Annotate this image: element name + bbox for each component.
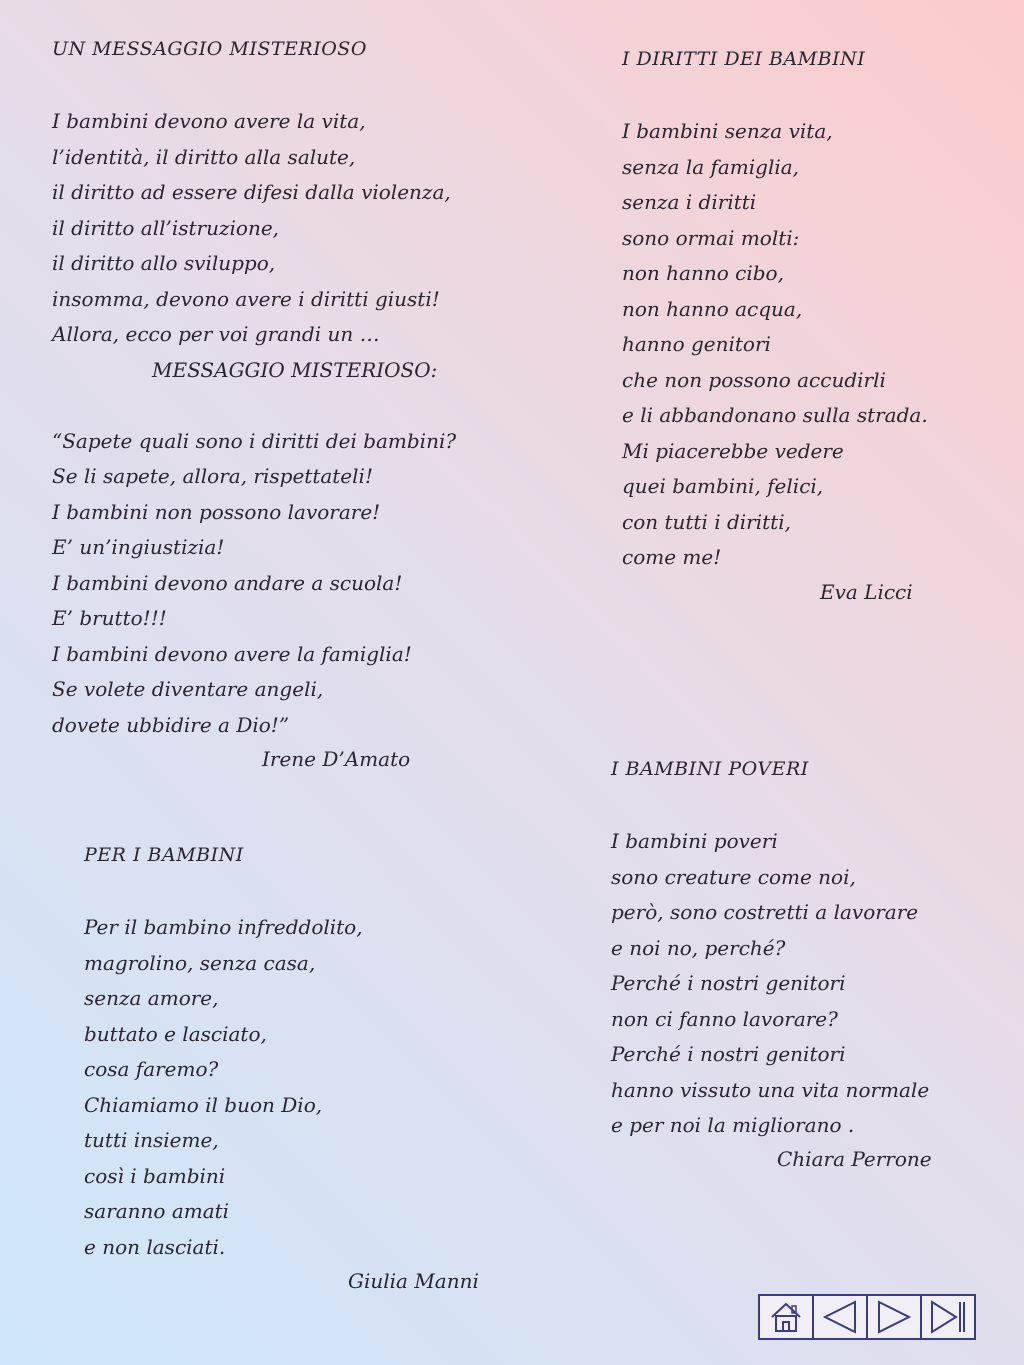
poem-line: e per noi la migliorano . — [611, 1113, 855, 1137]
poem-line: insomma, devono avere i diritti giusti! — [52, 286, 440, 311]
poem-line: che non possono accudirli — [622, 367, 886, 392]
last-page-icon — [929, 1299, 967, 1335]
poem-line: hanno genitori — [622, 332, 771, 356]
poem-lines — [84, 910, 363, 1265]
poem-line: così i bambini — [84, 1163, 226, 1188]
poem-line: Perché i nostri genitori — [611, 1042, 846, 1066]
previous-icon — [821, 1299, 859, 1335]
poem-line: I bambini non possono lavorare! — [52, 499, 381, 524]
poem-line: E’ brutto!!! — [52, 606, 167, 630]
home-icon — [768, 1300, 804, 1334]
poem-line: I bambini senza vita, — [622, 119, 833, 143]
poem-line: Chiamiamo il buon Dio, — [84, 1092, 323, 1117]
poem-line: il diritto ad essere difesi dalla violenza, — [52, 180, 451, 204]
poem-line: I bambini devono avere la famiglia! — [52, 641, 412, 666]
poem-lines — [611, 824, 929, 1144]
poem-line: Perché i nostri genitori — [611, 971, 846, 995]
poem-line: E’ un’ingiustizia! — [52, 535, 225, 559]
poem-line: I bambini devono andare a scuola! — [52, 570, 403, 595]
poem-line — [52, 388, 456, 424]
poem-title: UN MESSAGGIO MISTERIOSO — [52, 38, 367, 60]
poem-line: “Sapete quali sono i diritti dei bambini? — [52, 428, 457, 453]
previous-button[interactable] — [812, 1294, 868, 1340]
poem-line: cosa faremo? — [84, 1057, 219, 1081]
poem-line: come me! — [622, 545, 722, 569]
navigation-bar — [758, 1294, 976, 1340]
poem-line: non ci fanno lavorare? — [611, 1006, 838, 1031]
poem-line: e noi no, perché? — [611, 935, 786, 960]
poem-line: buttato e lasciato, — [84, 1021, 267, 1046]
poem-i-bambini-poveri — [611, 754, 932, 1171]
poem-line: Mi piacerebbe vedere — [622, 438, 844, 463]
poem-line: il diritto allo sviluppo, — [52, 251, 276, 275]
poem-line: il diritto all’istruzione, — [52, 215, 280, 240]
poem-line: e non lasciati. — [84, 1234, 226, 1259]
poem-lines — [622, 114, 928, 576]
poem-title: I DIRITTI DEI BAMBINI — [622, 48, 866, 70]
poem-line: senza amore, — [84, 986, 219, 1010]
poem-line: quei bambini, felici, — [622, 474, 824, 498]
next-button[interactable] — [866, 1294, 922, 1340]
poem-lines — [52, 104, 456, 743]
poem-line: dovete ubbidire a Dio!” — [52, 712, 290, 737]
poem-line: I bambini poveri — [611, 829, 778, 853]
poem-line: senza i diritti — [622, 190, 757, 214]
poem-line: sono creature come noi, — [611, 864, 856, 889]
poem-line: magrolino, senza casa, — [84, 950, 316, 975]
poem-line: Per il bambino infreddolito, — [84, 915, 363, 939]
poem-line: però, sono costretti a lavorare — [611, 900, 919, 924]
poem-per-i-bambini — [84, 840, 479, 1293]
poem-author: Eva Licci — [820, 580, 913, 604]
poem-line: hanno vissuto una vita normale — [611, 1077, 930, 1102]
poem-line: non hanno cibo, — [622, 261, 784, 285]
poem-line: l’identità, il diritto alla salute, — [52, 144, 356, 169]
poem-line: MESSAGGIO MISTERIOSO: — [152, 357, 438, 382]
poem-author: Irene D’Amato — [262, 747, 411, 771]
poem-line: sono ormai molti: — [622, 225, 800, 250]
poem-line: con tutti i diritti, — [622, 509, 791, 534]
poem-author: Chiara Perrone — [777, 1147, 932, 1171]
poem-un-messaggio-misterioso — [52, 34, 457, 771]
poem-line: Allora, ecco per voi grandi un … — [52, 322, 380, 346]
poem-line: tutti insieme, — [84, 1128, 219, 1152]
poem-line: Se li sapete, allora, rispettateli! — [52, 464, 373, 488]
poem-author: Giulia Manni — [348, 1269, 479, 1293]
home-button[interactable] — [758, 1294, 814, 1340]
poem-line: senza la famiglia, — [622, 154, 800, 179]
poem-line: non hanno acqua, — [622, 296, 803, 321]
last-page-button[interactable] — [920, 1294, 976, 1340]
poem-line: saranno amati — [84, 1199, 230, 1223]
poem-line: Se volete diventare angeli, — [52, 677, 324, 701]
poem-line: I bambini devono avere la vita, — [52, 109, 366, 133]
poem-title: PER I BAMBINI — [84, 844, 244, 866]
poem-i-diritti-dei-bambini — [622, 44, 928, 604]
next-icon — [875, 1299, 913, 1335]
poem-line: e li abbandonano sulla strada. — [622, 403, 928, 427]
poem-title: I BAMBINI POVERI — [611, 758, 809, 780]
